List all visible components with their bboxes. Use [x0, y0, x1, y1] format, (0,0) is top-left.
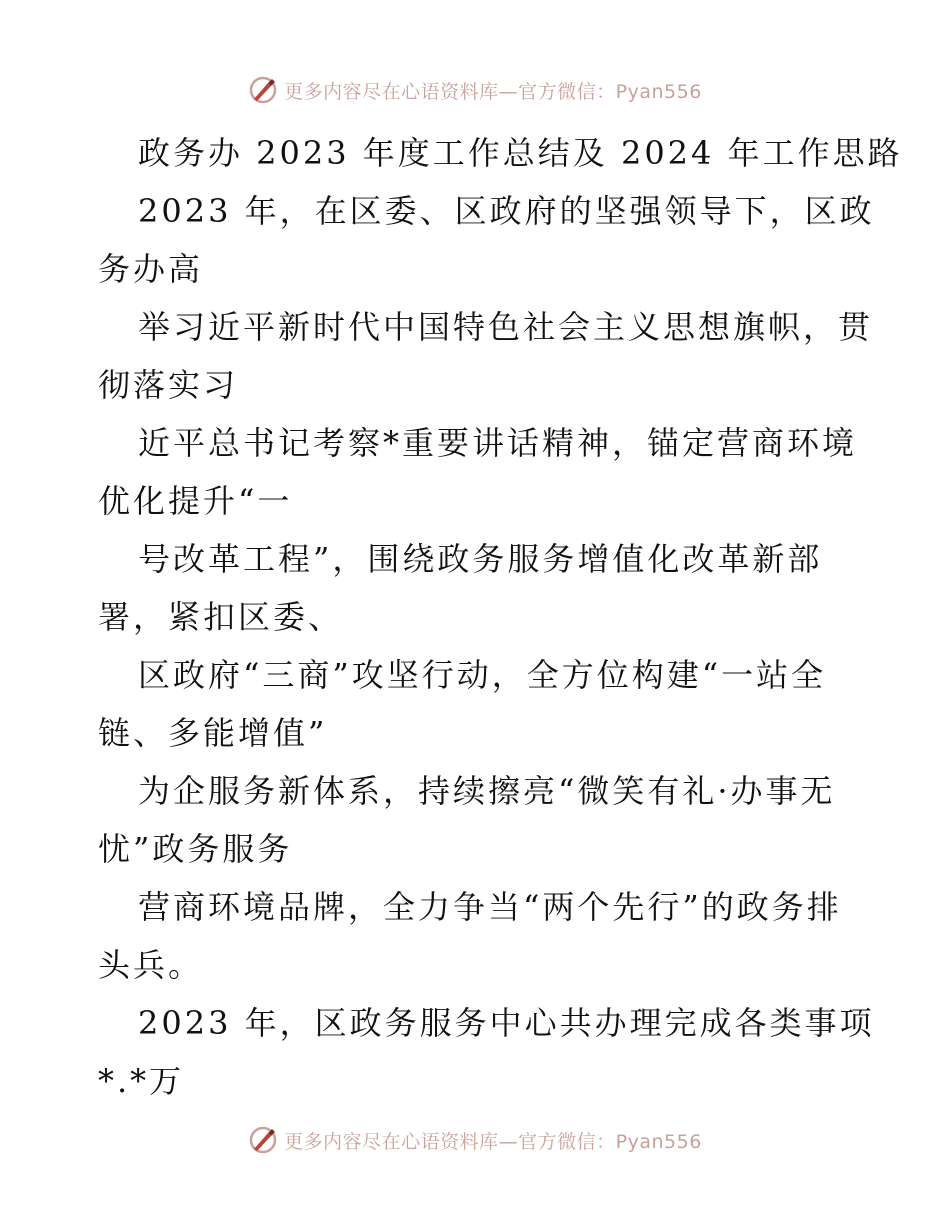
- paragraph-line: 营商环境品牌，全力争当“两个先行”的政务排: [138, 888, 842, 926]
- watermark-text: 更多内容尽在心语资料库—官方微信：Pyan556: [284, 1130, 702, 1153]
- document-body: [98, 124, 903, 1110]
- paragraph-line: 忧”政务服务: [98, 830, 293, 868]
- pen-logo-icon: [248, 75, 278, 105]
- paragraph-line: 彻落实习: [98, 366, 239, 404]
- paragraph-line: 2023 年，在区委、区政府的坚强领导下，区政: [138, 192, 875, 230]
- paragraph-line: 署，紧扣区委、: [98, 598, 344, 636]
- paragraph-line: 链、多能增值”: [98, 714, 328, 752]
- paragraph-line: 号改革工程”，围绕政务服务增值化改革新部: [138, 540, 823, 578]
- paragraph-line: *.*万: [98, 1062, 185, 1100]
- pen-logo-icon: [248, 1125, 278, 1155]
- paragraph-line: 优化提升“一: [98, 482, 293, 520]
- paragraph-line: 头兵。: [98, 946, 204, 984]
- paragraph-line: 近平总书记考察*重要讲话精神，锚定营商环境: [138, 424, 858, 462]
- watermark-header: [0, 72, 950, 108]
- paragraph-line: 政务办 2023 年度工作总结及 2024 年工作思路: [138, 134, 903, 172]
- paragraph-line: 区政府“三商”攻坚行动，全方位构建“一站全: [138, 656, 827, 694]
- watermark-footer: [0, 1122, 950, 1158]
- watermark-text: 更多内容尽在心语资料库—官方微信：Pyan556: [284, 80, 702, 103]
- paragraph-line: 2023 年，区政务服务中心共办理完成各类事项: [138, 1004, 875, 1042]
- paragraph-line: 务办高: [98, 250, 204, 288]
- paragraph-line: 为企服务新体系，持续擦亮“微笑有礼·办事无: [138, 772, 836, 810]
- paragraph-line: 举习近平新时代中国特色社会主义思想旗帜，贯: [138, 308, 874, 346]
